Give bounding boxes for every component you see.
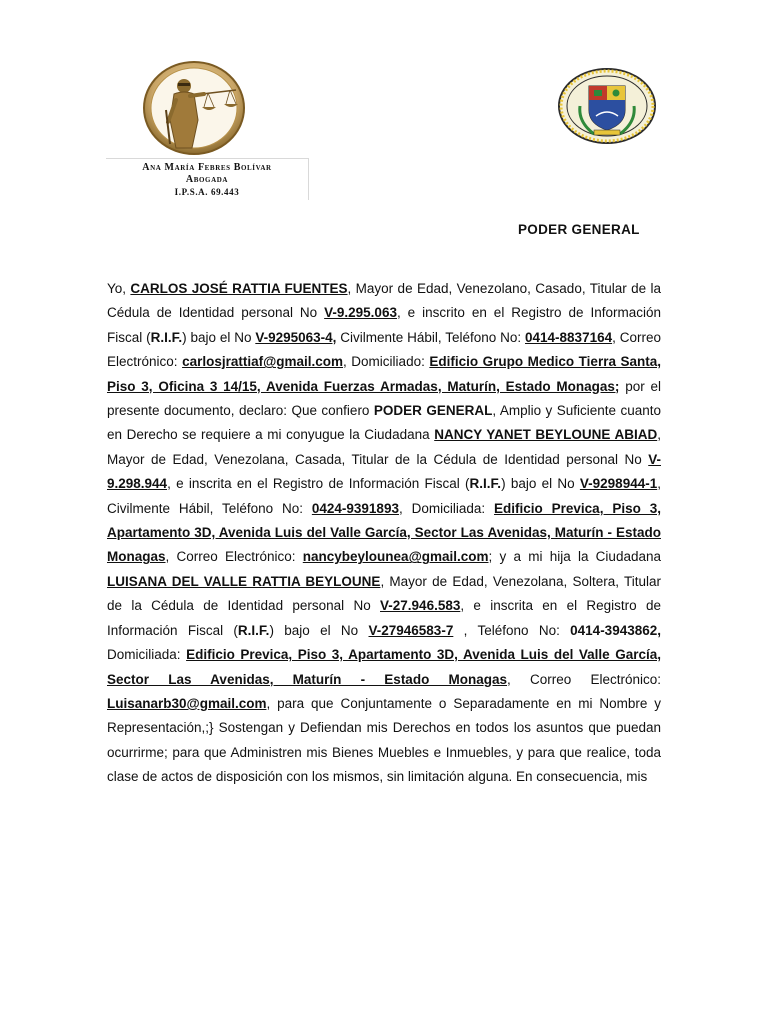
underlined-term: Edificio Previca, Piso 3, Apartamento 3D, Avenida Luis del Valle García, Sector Las Avenidas, Maturín - Estado Monagas [107, 647, 661, 687]
body-segment: , Correo Electrónico: [107, 329, 661, 370]
underlined-term: LUISANA DEL VALLE RATTIA BEYLOUNE [107, 573, 381, 589]
document-body [107, 277, 661, 790]
body-segment: , e inscrito en el Registro de Información Fiscal ( [107, 305, 661, 345]
underlined-term: 0424-9391893 [311, 500, 399, 516]
body-segment: , Domiciliada: [398, 500, 495, 516]
body-segment: ) bajo el No [269, 622, 369, 638]
underlined-term: V-27946583-7 [368, 622, 454, 638]
bold-term: R.I.F. [237, 622, 270, 638]
bold-term: R.I.F. [150, 329, 183, 345]
body-segment: , Mayor de Edad, Venezolana, Soltera, Titular de la Cédula de Identidad personal No [107, 573, 661, 614]
body-segment: , Amplio y Suficiente cuanto en Derecho se requiere a mi conyugue la Ciudadana [107, 403, 662, 443]
bold-term: R.I.F. [469, 476, 502, 492]
body-segment: , Mayor de Edad, Venezolano, Casado, Titular de la Cédula de Identidad personal No [107, 281, 661, 321]
underlined-term: V-9298944-1 [579, 476, 658, 492]
body-segment: Civilmente Hábil, Teléfono No: [336, 329, 526, 345]
body-segment: , para que Conjuntamente o Separadamente en mi Nombre y Representación,;} Sostengan y Defiendan mis Derechos en todos los asuntos que puedan ocurrirme; para que Administren mis Bienes Muebles e Inmuebles, y para que realice, toda clase de actos de disposición con los mismos, sin limitación alguna. En consecuencia, mis [107, 695, 661, 785]
underlined-term: NANCY YANET BEYLOUNE ABIAD [434, 427, 658, 443]
lawyer-ipsa: I.P.S.A. 69.443 [174, 187, 240, 197]
document-title: PODER GENERAL [518, 222, 640, 237]
body-segment: ) bajo el No [182, 329, 256, 345]
body-segment: Yo, [107, 281, 131, 296]
underlined-term: V-27.946.583 [380, 598, 461, 614]
lawyer-name: Ana María Febres Bolívar [142, 162, 272, 173]
underlined-term: Edificio Previca, Piso 3, Apartamento 3D, Avenida Luis del Valle García, Sector Las Avenidas, Maturín - Estado Monagas [107, 500, 661, 565]
lawyer-name-card [106, 158, 309, 200]
bold-term: 0414-3943862, [570, 622, 661, 638]
underlined-term: CARLOS JOSÉ RATTIA FUENTES [130, 281, 348, 296]
underlined-term: nancybeylounea@gmail.com [302, 549, 489, 565]
bold-term: PODER GENERAL [373, 403, 493, 419]
body-segment: , Domiciliado: [343, 354, 430, 370]
underlined-term: Edificio Grupo Medico Tierra Santa, Piso 3, Oficina 3 14/15, Avenida Fuerzas Armadas, Maturín, Estado Monagas; [107, 354, 661, 394]
body-segment: por el presente documento, declaro: Que confiero [107, 378, 661, 419]
underlined-term: V-9.298.944 [107, 451, 661, 492]
underlined-term: 0414-8837164 [525, 329, 613, 345]
body-segment: , Civilmente Hábil, Teléfono No: [107, 476, 661, 516]
body-segment: ) bajo el No [501, 476, 580, 492]
body-segment: , Correo Electrónico: [165, 549, 303, 565]
body-segment: ; y a mi hija la Ciudadana [488, 549, 661, 565]
lawyer-title: Abogada [185, 174, 229, 185]
body-segment: , e inscrita en el Registro de Información Fiscal ( [107, 598, 661, 638]
underlined-term: carlosjrattiaf@gmail.com [182, 354, 344, 370]
lady-justice-logo [140, 60, 248, 156]
underlined-term: Luisanarb30@gmail.com [107, 695, 267, 711]
body-segment: Domiciliada: [107, 647, 187, 663]
body-segment: , e inscrita en el Registro de Información Fiscal ( [167, 476, 470, 492]
underlined-term: V-9.295.063 [324, 305, 397, 321]
state-bar-seal [556, 66, 658, 146]
body-segment: , Correo Electrónico: [507, 671, 661, 687]
underlined-term: V-9295063-4, [255, 329, 337, 345]
body-segment: , Mayor de Edad, Venezolana, Casada, Titular de la Cédula de Identidad personal No [107, 427, 661, 467]
body-segment: , Teléfono No: [453, 622, 571, 638]
